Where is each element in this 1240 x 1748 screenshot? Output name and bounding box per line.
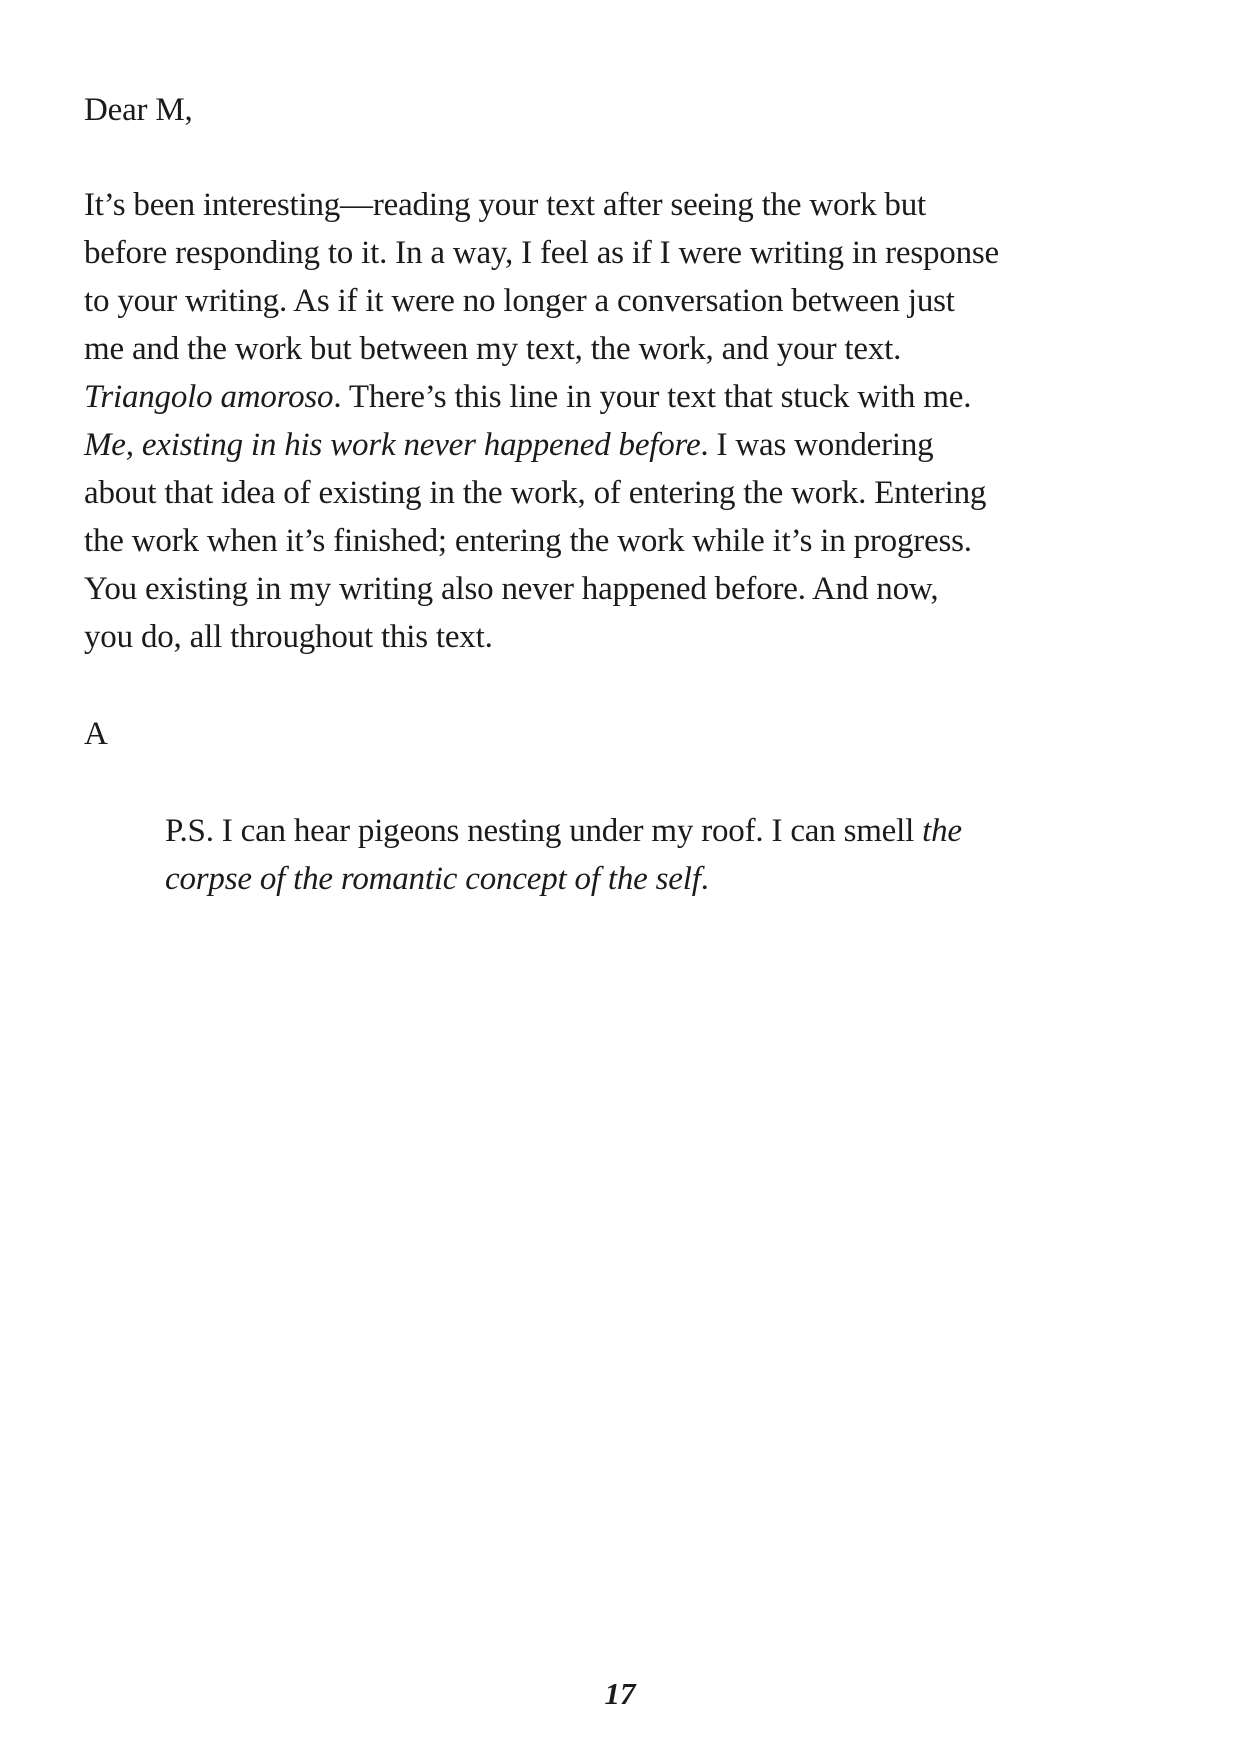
letter-text: A	[84, 716, 108, 752]
letter-line	[84, 86, 193, 134]
letter-line	[84, 373, 999, 421]
letter-line	[84, 325, 999, 373]
page-number: 17	[604, 1676, 636, 1711]
letter-body	[84, 181, 999, 661]
letter-line	[84, 181, 999, 229]
letter-text: Dear M,	[84, 92, 193, 128]
letter-text-italic: Triangolo amoroso	[84, 379, 334, 415]
letter-text: the work when it’s finished; entering the work while it’s in progress.	[84, 523, 972, 559]
letter-postscript	[165, 807, 962, 903]
letter-line	[84, 421, 999, 469]
letter-text: about that idea of existing in the work, of entering the work. Entering	[84, 475, 987, 511]
letter-salutation	[84, 86, 193, 134]
letter-line	[84, 277, 999, 325]
letter-line	[84, 469, 999, 517]
letter-signature	[84, 710, 108, 758]
letter-text: before responding to it. In a way, I feel as if I were writing in response	[84, 235, 1000, 271]
letter-line	[84, 710, 108, 758]
letter-text: you do, all throughout this text.	[84, 619, 493, 655]
letter-text: .	[700, 861, 709, 897]
letter-text: . I was wondering	[700, 427, 934, 463]
letter-line	[84, 229, 999, 277]
letter-text: P.S. I can hear pigeons nesting under my roof. I can smell	[165, 813, 923, 849]
letter-text-italic: the	[922, 813, 962, 849]
letter-line	[165, 807, 962, 855]
letter-line	[165, 855, 962, 903]
letter-text-italic: Me, existing in his work never happened before	[84, 427, 701, 463]
letter-text-italic: corpse of the romantic concept of the self	[165, 861, 701, 897]
letter-text: me and the work but between my text, the work, and your text.	[84, 331, 902, 367]
letter-text: It’s been interesting—reading your text after seeing the work but	[84, 187, 926, 223]
letter-line	[84, 613, 999, 661]
letter-text: You existing in my writing also never happened before. And now,	[84, 571, 939, 607]
letter-line	[84, 517, 999, 565]
letter-text: to your writing. As if it were no longer a conversation between just	[84, 283, 955, 319]
letter-line	[84, 565, 999, 613]
letter-text: . There’s this line in your text that stuck with me.	[333, 379, 972, 415]
